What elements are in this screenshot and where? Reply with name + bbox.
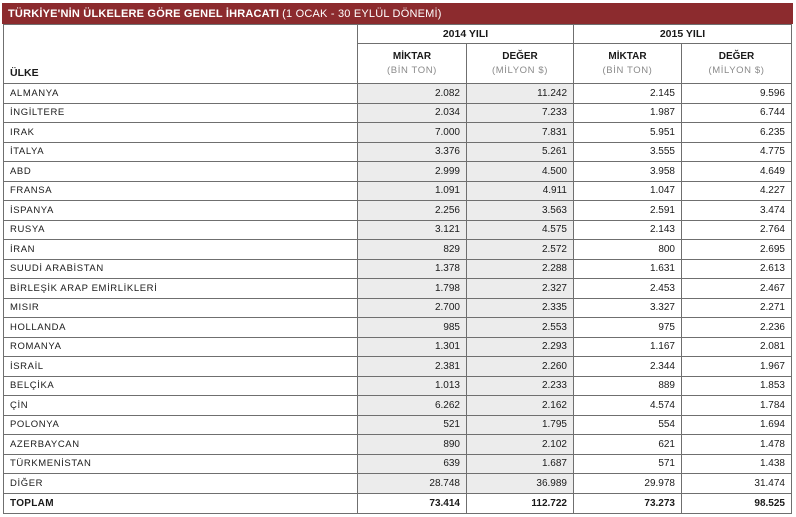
value-2014-cell: 11.242: [467, 84, 574, 104]
quantity-2015-cell: 29.978: [574, 474, 682, 494]
total-row: [4, 493, 792, 513]
table-row: [4, 162, 792, 182]
quantity-2015-cell: 5.951: [574, 123, 682, 143]
table-title: TÜRKİYE'NİN ÜLKELERE GÖRE GENEL İHRACATI: [8, 7, 280, 20]
value-2014-cell: 2.260: [467, 357, 574, 377]
country-cell: IRAK: [4, 123, 358, 143]
country-cell: ABD: [4, 162, 358, 182]
quantity-2014-cell: 73.414: [358, 493, 467, 513]
quantity-2015-cell: 2.453: [574, 279, 682, 299]
table-row: [4, 84, 792, 104]
quantity-2015-cell: 1.987: [574, 103, 682, 123]
quantity-2014-cell: 2.700: [358, 298, 467, 318]
table-row: [4, 357, 792, 377]
quantity-2014-cell: 985: [358, 318, 467, 338]
country-cell: RUSYA: [4, 220, 358, 240]
value-2015-header: DEĞER (MİLYON $): [682, 44, 792, 84]
quantity-2014-cell: 3.121: [358, 220, 467, 240]
value-2014-cell: 4.911: [467, 181, 574, 201]
table-row: [4, 123, 792, 143]
table-row: [4, 376, 792, 396]
quantity-2014-cell: 3.376: [358, 142, 467, 162]
quantity-2014-cell: 2.381: [358, 357, 467, 377]
quantity-2015-cell: 621: [574, 435, 682, 455]
country-cell: ROMANYA: [4, 337, 358, 357]
quantity-2014-cell: 2.256: [358, 201, 467, 221]
quantity-2014-cell: 2.082: [358, 84, 467, 104]
value-2014-cell: 5.261: [467, 142, 574, 162]
quantity-2014-cell: 829: [358, 240, 467, 260]
table-row: [4, 415, 792, 435]
value-2014-cell: 7.233: [467, 103, 574, 123]
table-row: [4, 201, 792, 221]
country-cell: TOPLAM: [4, 493, 358, 513]
quantity-2014-cell: 1.091: [358, 181, 467, 201]
quantity-2015-cell: 2.145: [574, 84, 682, 104]
quantity-2014-header: MİKTAR (BİN TON): [358, 44, 467, 84]
value-2014-cell: 1.687: [467, 454, 574, 474]
table-row: [4, 337, 792, 357]
country-cell: TÜRKMENİSTAN: [4, 454, 358, 474]
quantity-2015-header: MİKTAR (BİN TON): [574, 44, 682, 84]
value-2014-cell: 2.233: [467, 376, 574, 396]
country-cell: MISIR: [4, 298, 358, 318]
country-column-header: ÜLKE: [4, 25, 358, 84]
country-cell: İNGİLTERE: [4, 103, 358, 123]
country-cell: ÇİN: [4, 396, 358, 416]
value-2015-cell: 4.649: [682, 162, 792, 182]
value-2015-cell: 2.764: [682, 220, 792, 240]
quantity-2014-cell: 1.013: [358, 376, 467, 396]
table-row: [4, 279, 792, 299]
quantity-2015-cell: 571: [574, 454, 682, 474]
country-cell: İSRAİL: [4, 357, 358, 377]
quantity-2014-cell: 2.034: [358, 103, 467, 123]
value-2015-cell: 1.694: [682, 415, 792, 435]
quantity-2014-cell: 639: [358, 454, 467, 474]
year-2014-header: 2014 YILI: [358, 25, 574, 44]
value-2014-cell: 2.335: [467, 298, 574, 318]
value-2014-cell: 2.327: [467, 279, 574, 299]
quantity-2015-cell: 2.344: [574, 357, 682, 377]
quantity-2015-cell: 4.574: [574, 396, 682, 416]
table-row: [4, 435, 792, 455]
value-2014-cell: 2.553: [467, 318, 574, 338]
country-cell: SUUDİ ARABİSTAN: [4, 259, 358, 279]
quantity-2015-cell: 975: [574, 318, 682, 338]
table-row: [4, 454, 792, 474]
quantity-2014-cell: 1.798: [358, 279, 467, 299]
value-2015-cell: 2.695: [682, 240, 792, 260]
quantity-2014-cell: 6.262: [358, 396, 467, 416]
country-cell: FRANSA: [4, 181, 358, 201]
value-2015-cell: 1.853: [682, 376, 792, 396]
country-cell: BİRLEŞİK ARAP EMİRLİKLERİ: [4, 279, 358, 299]
value-2014-cell: 1.795: [467, 415, 574, 435]
value-2015-cell: 1.478: [682, 435, 792, 455]
table-row: [4, 318, 792, 338]
value-2014-cell: 36.989: [467, 474, 574, 494]
value-2014-cell: 2.293: [467, 337, 574, 357]
value-2014-cell: 7.831: [467, 123, 574, 143]
value-2014-cell: 2.102: [467, 435, 574, 455]
value-2015-cell: 1.438: [682, 454, 792, 474]
table-row: [4, 220, 792, 240]
table-row: [4, 474, 792, 494]
quantity-2015-cell: 1.047: [574, 181, 682, 201]
table-row: [4, 181, 792, 201]
quantity-2015-cell: 3.958: [574, 162, 682, 182]
value-2015-cell: 98.525: [682, 493, 792, 513]
table-period: (1 OCAK - 30 EYLÜL DÖNEMİ): [282, 7, 442, 20]
table-body: [4, 84, 792, 514]
value-2015-cell: 2.236: [682, 318, 792, 338]
quantity-2015-cell: 1.631: [574, 259, 682, 279]
value-2015-cell: 2.271: [682, 298, 792, 318]
value-2015-cell: 9.596: [682, 84, 792, 104]
quantity-2014-cell: 28.748: [358, 474, 467, 494]
value-2015-cell: 4.227: [682, 181, 792, 201]
value-2015-cell: 2.081: [682, 337, 792, 357]
year-header-row: [4, 25, 792, 44]
value-2014-cell: 2.572: [467, 240, 574, 260]
country-cell: İSPANYA: [4, 201, 358, 221]
quantity-2014-cell: 2.999: [358, 162, 467, 182]
table-row: [4, 298, 792, 318]
value-2014-cell: 2.288: [467, 259, 574, 279]
table-title-bar: [2, 3, 793, 24]
quantity-2014-cell: 1.301: [358, 337, 467, 357]
value-2014-cell: 112.722: [467, 493, 574, 513]
quantity-2015-cell: 3.327: [574, 298, 682, 318]
value-2015-cell: 3.474: [682, 201, 792, 221]
country-cell: AZERBAYCAN: [4, 435, 358, 455]
country-cell: POLONYA: [4, 415, 358, 435]
quantity-2014-cell: 521: [358, 415, 467, 435]
country-cell: HOLLANDA: [4, 318, 358, 338]
value-2014-header: DEĞER (MİLYON $): [467, 44, 574, 84]
country-cell: BELÇİKA: [4, 376, 358, 396]
table-row: [4, 142, 792, 162]
quantity-2015-cell: 73.273: [574, 493, 682, 513]
table-row: [4, 259, 792, 279]
year-2015-header: 2015 YILI: [574, 25, 792, 44]
quantity-2015-cell: 2.143: [574, 220, 682, 240]
value-2015-cell: 2.467: [682, 279, 792, 299]
quantity-2015-cell: 800: [574, 240, 682, 260]
table-row: [4, 396, 792, 416]
quantity-2015-cell: 889: [574, 376, 682, 396]
quantity-2015-cell: 554: [574, 415, 682, 435]
country-cell: ALMANYA: [4, 84, 358, 104]
export-table: [3, 24, 792, 514]
value-2015-cell: 2.613: [682, 259, 792, 279]
value-2015-cell: 6.744: [682, 103, 792, 123]
value-2015-cell: 31.474: [682, 474, 792, 494]
country-cell: İRAN: [4, 240, 358, 260]
quantity-2015-cell: 2.591: [574, 201, 682, 221]
quantity-2014-cell: 7.000: [358, 123, 467, 143]
value-2014-cell: 4.500: [467, 162, 574, 182]
quantity-2014-cell: 890: [358, 435, 467, 455]
value-2015-cell: 6.235: [682, 123, 792, 143]
value-2015-cell: 1.784: [682, 396, 792, 416]
value-2014-cell: 2.162: [467, 396, 574, 416]
value-2014-cell: 3.563: [467, 201, 574, 221]
value-2015-cell: 1.967: [682, 357, 792, 377]
table-row: [4, 103, 792, 123]
value-2015-cell: 4.775: [682, 142, 792, 162]
value-2014-cell: 4.575: [467, 220, 574, 240]
country-cell: İTALYA: [4, 142, 358, 162]
quantity-2015-cell: 3.555: [574, 142, 682, 162]
country-cell: DİĞER: [4, 474, 358, 494]
quantity-2014-cell: 1.378: [358, 259, 467, 279]
quantity-2015-cell: 1.167: [574, 337, 682, 357]
table-row: [4, 240, 792, 260]
